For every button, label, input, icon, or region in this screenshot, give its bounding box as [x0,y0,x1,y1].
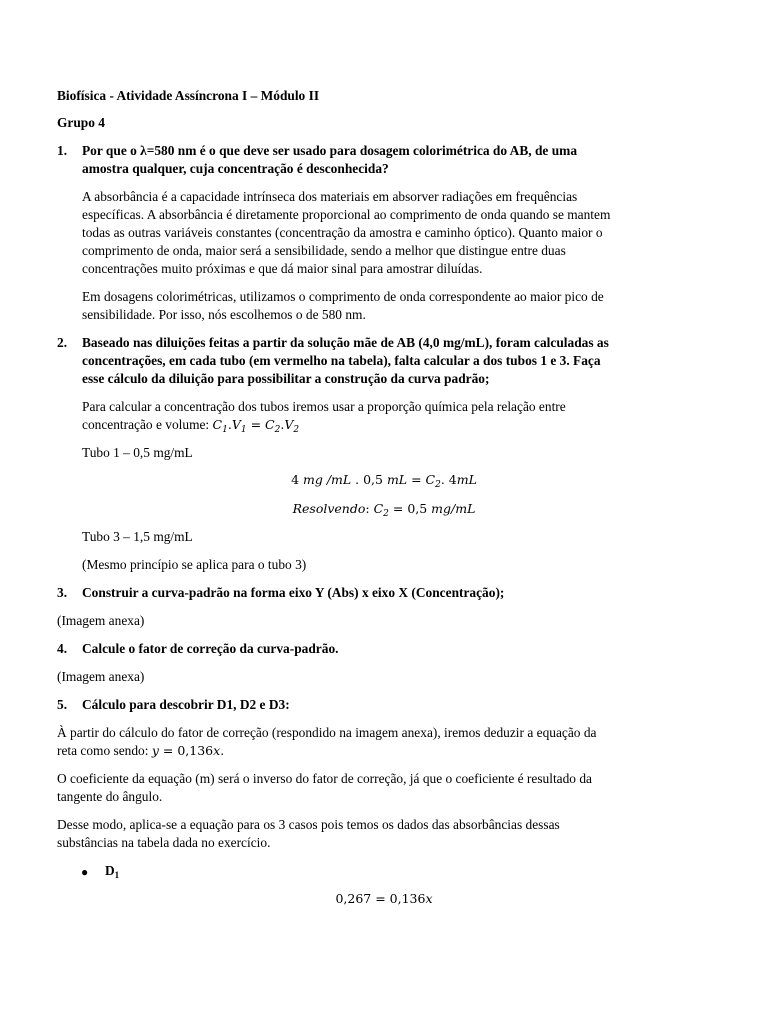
answer-1-line: A absorbância é a capacidade intrínseca dos materiais em absorver radiações em frequências [82,189,578,204]
answer-5b-line: tangente do ângulo. [57,789,163,804]
question-3-number: 3. [57,585,68,600]
answer-5-line-2-text: reta como sendo: [57,743,149,758]
question-3-text: Construir a curva-padrão na forma eixo Y (Abs) x eixo X (Concentração); [82,585,505,600]
answer-3: (Imagem anexa) [57,613,145,628]
line-equation: y = 0,136x. [151,743,225,758]
tube-1-label: Tubo 1 – 0,5 mg/mL [82,445,193,460]
d1-label-letter: D [105,863,115,878]
answer-4: (Imagem anexa) [57,669,145,684]
question-1-number: 1. [57,143,68,158]
question-1-text-line-2: amostra qualquer, cuja concentração é desconhecida? [82,161,389,176]
tube-3-note: (Mesmo princípio se aplica para o tubo 3) [82,557,307,572]
answer-5-line-2 [57,742,224,760]
d1-label-subscript: 1 [114,870,120,880]
question-5-text: Cálculo para descobrir D1, D2 e D3: [82,697,290,712]
document-title: Biofísica - Atividade Assíncrona I – Módulo II [57,88,320,103]
question-2-number: 2. [57,335,68,350]
question-4-text: Calcule o fator de correção da curva-padrão. [82,641,339,656]
answer-2-line-2-text: concentração e volume: [82,417,210,432]
answer-1b-line: sensibilidade. Por isso, nós escolhemos o de 580 nm. [82,307,366,322]
tube-1-equation: 4 mg /mL . 0,5 mL = $C_2$. 4mL [291,472,477,490]
answer-1-line: comprimento de onda, maior será a sensibilidade, sendo a melhor que distingue entre duas [82,243,566,258]
question-2-text-line: concentrações, em cada tubo (em vermelho na tabela), falta calcular a dos tubos 1 e 3. Faça [82,353,601,368]
d1-label [105,862,119,880]
tube-1-result: Resolvendo: $C_2 = 0,5$ mg/mL [292,501,476,519]
answer-2-line-2 [82,416,299,434]
answer-1-line: específicas. A absorbância é diretamente proporcional ao comprimento de onda quando se mantem [82,207,611,222]
answer-5c-line: Desse modo, aplica-se a equação para os 3 casos pois temos os dados das absorbâncias dessas [57,817,560,832]
answer-1b-line: Em dosagens colorimétricas, utilizamos o comprimento de onda correspondente ao maior pico de [82,289,604,304]
answer-1-line: concentrações muito próximas e que dá maior sinal para amostrar diluídas. [82,261,483,276]
group-label: Grupo 4 [57,115,105,130]
question-5-number: 5. [57,697,68,712]
answer-5b-line: O coeficiente da equação (m) será o inverso do fator de correção, já que o coeficiente é resultado da [57,771,592,786]
answer-2-line-1: Para calcular a concentração dos tubos iremos usar a proporção química pela relação entre [82,399,566,414]
bullet-icon: ● [81,865,89,879]
tube-3-label: Tubo 3 – 1,5 mg/mL [82,529,193,544]
question-2-text-line: Baseado nas diluições feitas a partir da solução mãe de AB (4,0 mg/mL), foram calculadas as [82,335,609,350]
answer-1-line: todas as outras variáveis constantes (concentração da amostra e caminho óptico). Quanto maior o [82,225,603,240]
question-2-text-line: esse cálculo da diluição para possibilitar a construção da curva padrão; [82,371,490,386]
question-1-text-line-1: Por que o λ=580 nm é o que deve ser usado para dosagem colorimétrica do AB, de uma [82,143,578,158]
question-4-number: 4. [57,641,68,656]
answer-5-line-1: À partir do cálculo do fator de correção (respondido na imagem anexa), iremos deduzir a equação da [57,725,597,740]
dilution-formula: $C_1.V_1 = C_2.V_2$ [212,417,300,435]
d1-equation: 0,267 = 0,136x [335,891,433,906]
answer-5c-line: substâncias na tabela dada no exercício. [57,835,271,850]
